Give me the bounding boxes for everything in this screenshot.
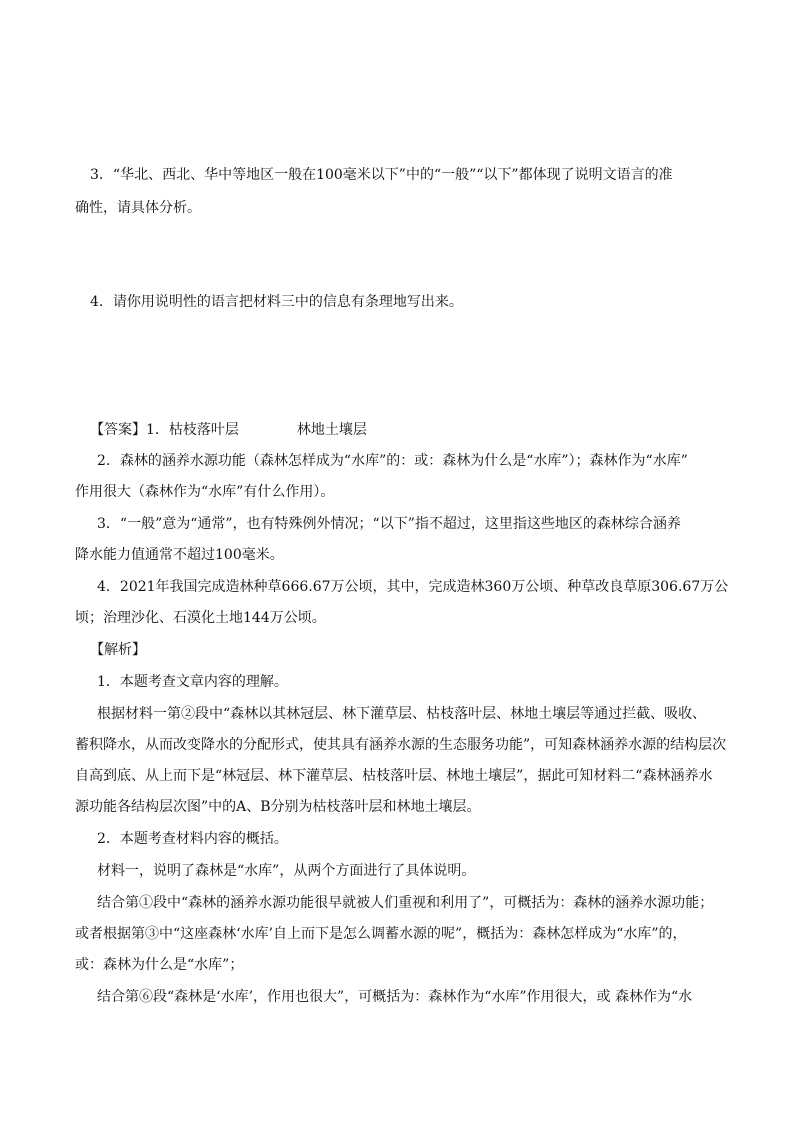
question-4-line-1: 4．请你用说明性的语言把材料三中的信息有条理地写出来。 — [90, 294, 463, 310]
answer-4-line-1: 4．2021年我国完成造林种草666.67万公顷，其中，完成造林360万公顷、种草改良草原306.67万公 — [97, 579, 729, 595]
answer-block-first-line — [90, 420, 367, 440]
analysis-1-line-3: 自高到底、从上而下是“林冠层、林下灌草层、枯枝落叶层、林地土壤层”，据此可知材料二“森林涵养水 — [75, 768, 713, 784]
answer-2-line-1: 2．森林的涵养水源功能（森林怎样成为“水库”的：或：森林为什么是“水库”）；森林作为“水库” — [97, 453, 688, 469]
analysis-2-line-4: 或：森林为什么是“水库”； — [75, 957, 244, 973]
answer-4-line-2: 顷；治理沙化、石漠化土地144万公顷。 — [75, 610, 326, 626]
answer-3-line-1: 3．“一般”意为“通常”，也有特殊例外情况；“以下”指不超过，这里指这些地区的森林综合涵养 — [97, 516, 681, 532]
analysis-2-title: 2．本题考查材料内容的概括。 — [97, 831, 288, 847]
analysis-2-line-2: 结合第①段中“森林的涵养水源功能很早就被人们重视和利用了”，可概括为：森林的涵养水源功能； — [97, 895, 714, 911]
answer-1-prefix: 1．枯枝落叶层 — [146, 422, 239, 438]
answer-1-second: 林地土壤层 — [296, 422, 367, 438]
analysis-1-line-1: 根据材料一第②段中“森林以其林冠层、林下灌草层、枯枝落叶层、林地土壤层等通过拦截、吸收、 — [97, 706, 707, 722]
analysis-2-line-5: 结合第⑥段“森林是‘水库’，作用也很大”，可概括为：森林作为“水库”作用很大，或 森林作为“水 — [97, 989, 693, 1005]
analysis-2-line-1: 材料一，说明了森林是“水库”，从两个方面进行了具体说明。 — [97, 863, 476, 879]
question-3-line-1: 3．“华北、西北、华中等地区一般在100毫米以下”中的“一般”“以下”都体现了说明文语言的准 — [90, 167, 673, 183]
analysis-1-line-4: 源功能各结构层次图”中的A、B分别为枯枝落叶层和林地土壤层。 — [75, 799, 481, 815]
question-3-line-2: 确性，请具体分析。 — [75, 200, 201, 216]
answer-3-line-2: 降水能力值通常不超过100毫米。 — [75, 547, 284, 563]
analysis-1-title: 1．本题考查文章内容的理解。 — [97, 674, 288, 690]
answer-2-line-2: 作用很大（森林作为“水库”有什么作用）。 — [75, 484, 335, 500]
analysis-1-line-2: 蓄积降水，从而改变降水的分配形式，使其具有涵养水源的生态服务功能”，可知森林涵养水源的结构层次 — [75, 737, 727, 753]
answer-label: 【答案】 — [90, 422, 146, 438]
analysis-2-line-3: 或者根据第③中“这座森林‘水库’自上而下是怎么调蓄水源的呢”，概括为：森林怎样成为“水库”的， — [75, 926, 687, 942]
analysis-label: 【解析】 — [90, 642, 146, 658]
